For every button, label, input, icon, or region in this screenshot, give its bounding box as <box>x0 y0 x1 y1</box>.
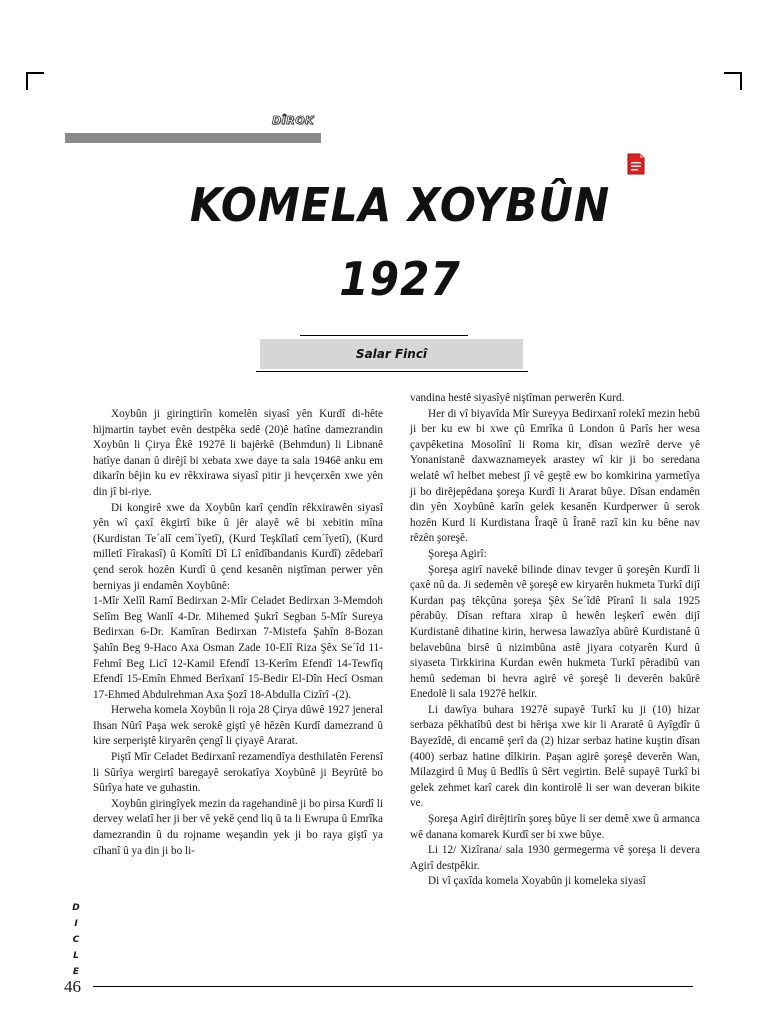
side-letter: D <box>72 903 80 913</box>
member-list: 1-Mîr Xelîl Ramî Bedirxan 2-Mîr Celadet Bedirxan 3-Memdoh Selîm Beg Wanlî 4-Dr. Mihemed Şukrî Segban 5-Mîr Sureya Bedirxan 6-Dr. Kamîran Bedirxan 7-Mistefa Şahîn 8-Bozan Şahîn Beg 9-Haco Axa Osman Zade 10-Elî Riza Şêx Se´îd 11-Fehmî Beg Licî 12-Kamil Efendî 13-Kerîm Efendî 14-Tewfîq Efendî 15-Emîn Ehmed Berîxanî 15-Bedir El-Dîn Hecî Osman 17-Ehmed Abdulrehman Axa Şozî 18-Abdulla Cizîrî -(2). <box>93 595 383 701</box>
paragraph: Piştî Mîr Celadet Bedirxanî rezamendîya desthilatên Ferensî li Sûrîya wergirtî baregayê serokatîya Xoybûnê ji Beyrûtê bo Sûrîya hate ve guhastin. <box>93 751 383 795</box>
section-label: DÎROK <box>272 114 315 127</box>
page-number: 46 <box>64 977 81 996</box>
note-icon <box>626 152 646 176</box>
side-letter: L <box>73 951 79 961</box>
subheading: Şoreşa Agirî: <box>428 547 487 560</box>
byline-rule <box>256 371 528 372</box>
crop-mark-top-left <box>26 72 44 90</box>
paragraph: Şoreşa agirî navekê bilinde dinav tevger û şoreşên Kurdî li çaxê nû da. Ji sedemên vê şoreşê ew kiryarên hukmeta Turkî dijî Kurdan paş têkçûna şoreşa Şêx Se´îdê Pîranî li sala 1925 pêrabûy. Dîsan reftara xirap û hewên leşkerî ewên dijî Kurdistanê dihatine kirin, herwesa lawazîya abûrê Kurdistanê û belavebûna birsê û nizimbûna astê jiyara cotyarên Kurd û siyaseta Tirkkirina Kurdan ewên hukmeta Turkî pêradibû van hemû sedeman bi hevra agirê vê şoreşê li deverên bakûrê Enedolê li sala 1927ê helkir. <box>410 563 700 701</box>
paragraph: Di vî çaxîda komela Xoyabûn ji komeleka siyasî <box>428 875 646 888</box>
side-letter: E <box>72 967 80 977</box>
paragraph: Şoreşa Agirî dirêjtirîn şoreş bûye li ser demê xwe û armanca wê danana komarek Kurdî ser bi xwe bûye. <box>410 813 700 841</box>
article-title-line-1: KOMELA XOYBÛN <box>189 178 611 232</box>
paragraph: Herweha komela Xoybûn li roja 28 Çirya dûwê 1927 jeneral Ihsan Nûrî Paşa wek serokê giştî yê hêzên Kurdî damezrand û kire serperiştê kiryarên çengî li çiyayê Ararat. <box>93 704 383 748</box>
paragraph: vandina hestê siyasîyê niştîman perwerên Kurd. <box>410 392 625 404</box>
section-divider-bar <box>65 133 321 143</box>
left-column <box>93 407 383 859</box>
paragraph: Xoybûn giringîyek mezin da ragehandinê ji bo pirsa Kurdî li dervey welatî her ji ber vê yekê çend liq û ta li Ewrupa û Emrîka damezrandin û du rojname weşandin yek ji bo raya giştî ya cîhanî û ya din ji bo li- <box>93 797 383 857</box>
paragraph: Her di vî biyavîda Mîr Sureyya Bedirxanî rolekî mezin hebû ji ber ku ew bi xwe çû Emrîka û London û Parîs her wesa çavpêketina Mosolînî li Roma kir, dîsan wezîrê derve yê Yonanistanê daxwaznameyek arastey wî kir ji bo seredana welatê wî helbet mebest jî vê geştê ew bo komkirina yarmetîya ji bo dirêjepêdana şoreşa Kurdî li Ararat bûye. Dîsan endamên din yên Xoybûnê karîn gelek kesanên Kurdperwer û serok hozên Kurd li Kurdistana Îraqê û Îranê razî kin ku bêne nav rêzên şoreşê. <box>410 407 700 545</box>
paragraph: Xoybûn ji giringtirîn komelên siyasî yên Kurdî di-hête hijmartin taybet evên destpêka sedê (20)ê hatîne damezrandin Xoybûn li Çirya Êkê 1927ê li bajêrkê (Behmdun) li Libnanê hatîye danan û dirêjî bi xebata xwe daye ta sala 1946ê anku em dikarîn bêjin ku ev rêkxirawa siyasî pitir ji hevçerxên xwe yên din jî bi-riye. <box>93 408 383 498</box>
paragraph: Li dawîya buhara 1927ê supayê Turkî ku ji (10) hizar serbaza pêkhatîbû dest bi hêrişa xwe kir li Araratê û Ayîgdîr û Bayezîdê, di encamê şerî da (2) hizar serbaz hatine kuştin dîsan (400) serbaz hatine dîlkirin. Paşan agirê şoreşê deverên Wan, Milazgird û Muş û Bedlîs û Sêrt vegirtin. Belê supayê Turkî bi gelek zehmet karî carek din kontirolê li ser wan deveran bikite ve. <box>410 703 700 810</box>
footer-rule <box>93 986 693 987</box>
magazine-name-vertical <box>71 900 81 980</box>
right-column <box>410 391 700 890</box>
side-letter: C <box>72 935 80 945</box>
crop-mark-top-right <box>724 72 742 90</box>
author-byline: Salar Fincî <box>260 339 523 369</box>
paragraph: Li 12/ Xizîrana/ sala 1930 germegerma vê şoreşa li devera Agirî destpêkir. <box>410 844 700 872</box>
side-letter: I <box>74 919 78 929</box>
title-rule <box>300 335 468 336</box>
paragraph: Di kongirê xwe da Xoybûn karî çendîn rêkxirawên siyasî yên wî çaxî êkgirtî bike û jêr alayê wê bi xebitin mîna (Kurdistan Te´alî cem´îyetî), (Kurd Teşkîlatî cem´îyetî), (Kurd milletî Fîrakasî) û Komîtî Dî Lî enîdîbandanis Kurdî) zêdebarî çend serok hozên Kurdî û çend kesanên niştîman perwer yên berniyas ji endamên Xoybûnê: <box>93 501 383 592</box>
article-title-line-2: 1927 <box>339 252 461 306</box>
